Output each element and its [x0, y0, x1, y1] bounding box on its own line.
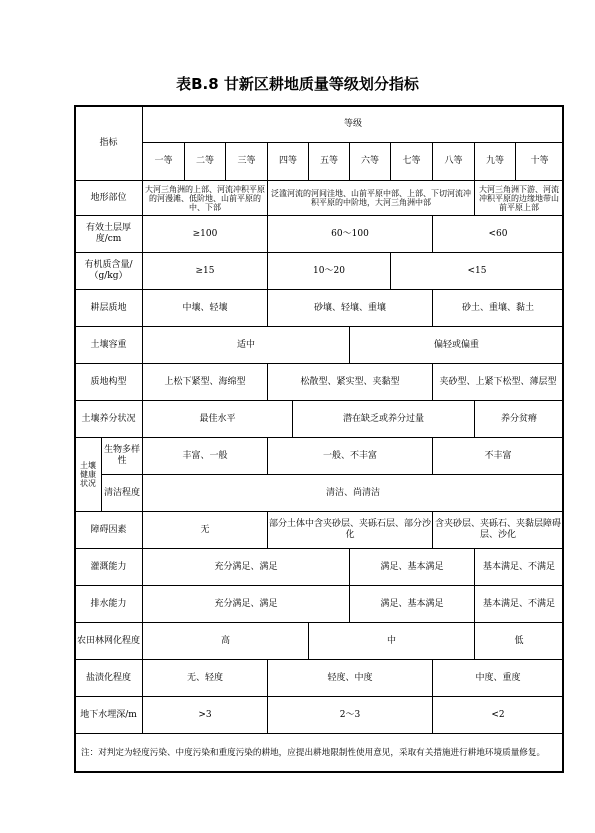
- organic-mid: 10～20: [267, 252, 391, 290]
- groundwater-high: >3: [142, 696, 268, 734]
- nutrient-mid: 潜在缺乏或养分过量: [292, 400, 475, 438]
- grade-8: 八等: [432, 142, 475, 181]
- terrain-mid: 泛滥河流的河间洼地、山前平原中部、上部、下切河流冲积平原的中阶地，大河三角洲中部: [267, 180, 475, 216]
- salinity-high: 无、轻度: [142, 659, 268, 697]
- table-title: 表B.8 甘新区耕地质量等级划分指标: [176, 75, 419, 93]
- shelterbelt-mid: 中: [308, 622, 475, 660]
- label-shelterbelt: 农田林网化程度: [74, 622, 143, 660]
- biodiversity-mid: 一般、不丰富: [267, 437, 433, 475]
- grade-1: 一等: [142, 142, 185, 181]
- profile-low: 夹砂型、上紧下松型、薄层型: [432, 363, 564, 401]
- soil-depth-mid: 60～100: [267, 215, 433, 253]
- organic-low: <15: [390, 252, 564, 290]
- grade-9: 九等: [474, 142, 516, 181]
- label-barrier: 障碍因素: [74, 511, 143, 549]
- label-bulk-density: 土壤容重: [74, 326, 143, 364]
- grade-4: 四等: [267, 142, 309, 181]
- label-cleanliness: 清洁程度: [101, 474, 143, 512]
- header-grade: 等级: [142, 105, 564, 143]
- label-salinity: 盐渍化程度: [74, 659, 143, 697]
- label-organic: 有机质含量/（g/kg）: [74, 252, 143, 290]
- label-irrigation: 灌溉能力: [74, 548, 143, 586]
- irrigation-low: 基本满足、不满足: [474, 548, 564, 586]
- biodiversity-high: 丰富、一般: [142, 437, 268, 475]
- grade-7: 七等: [390, 142, 433, 181]
- bulk-density-other: 偏轻或偏重: [349, 326, 564, 364]
- grade-5: 五等: [308, 142, 350, 181]
- terrain-low: 大河三角洲下游、河流冲积平原的边缘地带山前平原上部: [474, 180, 564, 216]
- soil-depth-low: <60: [432, 215, 564, 253]
- soil-depth-high: ≥100: [142, 215, 268, 253]
- grade-3: 三等: [225, 142, 268, 181]
- grading-table: [74, 105, 564, 773]
- drainage-low: 基本满足、不满足: [474, 585, 564, 623]
- nutrient-low: 养分贫瘠: [474, 400, 564, 438]
- profile-high: 上松下紧型、海绵型: [142, 363, 268, 401]
- texture-high: 中壤、轻壤: [142, 289, 268, 327]
- grade-10: 十等: [515, 142, 564, 181]
- label-groundwater: 地下水埋深/m: [74, 696, 143, 734]
- barrier-mid: 部分土体中含夹砂层、夹砾石层、部分沙化: [267, 511, 433, 549]
- irrigation-mid: 满足、基本满足: [349, 548, 475, 586]
- salinity-low: 中度、重度: [432, 659, 564, 697]
- groundwater-mid: 2～3: [267, 696, 433, 734]
- salinity-mid: 轻度、中度: [267, 659, 433, 697]
- label-profile: 质地构型: [74, 363, 143, 401]
- label-soil-health: 土壤健康状况: [74, 437, 102, 512]
- header-indicator: 指标: [74, 105, 143, 181]
- biodiversity-low: 不丰富: [432, 437, 564, 475]
- grade-6: 六等: [349, 142, 391, 181]
- label-nutrient: 土壤养分状况: [74, 400, 143, 438]
- barrier-low: 含夹砂层、夹砾石、夹黏层障碍层、沙化: [432, 511, 564, 549]
- cleanliness-value: 清洁、尚清洁: [142, 474, 564, 512]
- label-texture: 耕层质地: [74, 289, 143, 327]
- barrier-high: 无: [142, 511, 268, 549]
- drainage-high: 充分满足、满足: [142, 585, 350, 623]
- nutrient-high: 最佳水平: [142, 400, 293, 438]
- profile-mid: 松散型、紧实型、夹黏型: [267, 363, 433, 401]
- drainage-mid: 满足、基本满足: [349, 585, 475, 623]
- shelterbelt-high: 高: [142, 622, 309, 660]
- label-biodiversity: 生物多样性: [101, 437, 143, 475]
- organic-high: ≥15: [142, 252, 268, 290]
- irrigation-high: 充分满足、满足: [142, 548, 350, 586]
- groundwater-low: <2: [432, 696, 564, 734]
- label-terrain: 地形部位: [74, 180, 143, 216]
- terrain-high: 大河三角洲的上部、河流冲积平原的河漫滩、低阶地、山前平原的中、下部: [142, 180, 268, 216]
- bulk-density-good: 适中: [142, 326, 350, 364]
- label-drainage: 排水能力: [74, 585, 143, 623]
- table-note: 注：对判定为轻度污染、中度污染和重度污染的耕地，应提出耕地限制性使用意见，采取有关措施进行耕地环境质量修复。: [74, 733, 564, 773]
- label-soil-depth: 有效土层厚度/cm: [74, 215, 143, 253]
- texture-low: 砂土、重壤、黏土: [432, 289, 564, 327]
- texture-mid: 砂壤、轻壤、重壤: [267, 289, 433, 327]
- shelterbelt-low: 低: [474, 622, 564, 660]
- grade-2: 二等: [184, 142, 226, 181]
